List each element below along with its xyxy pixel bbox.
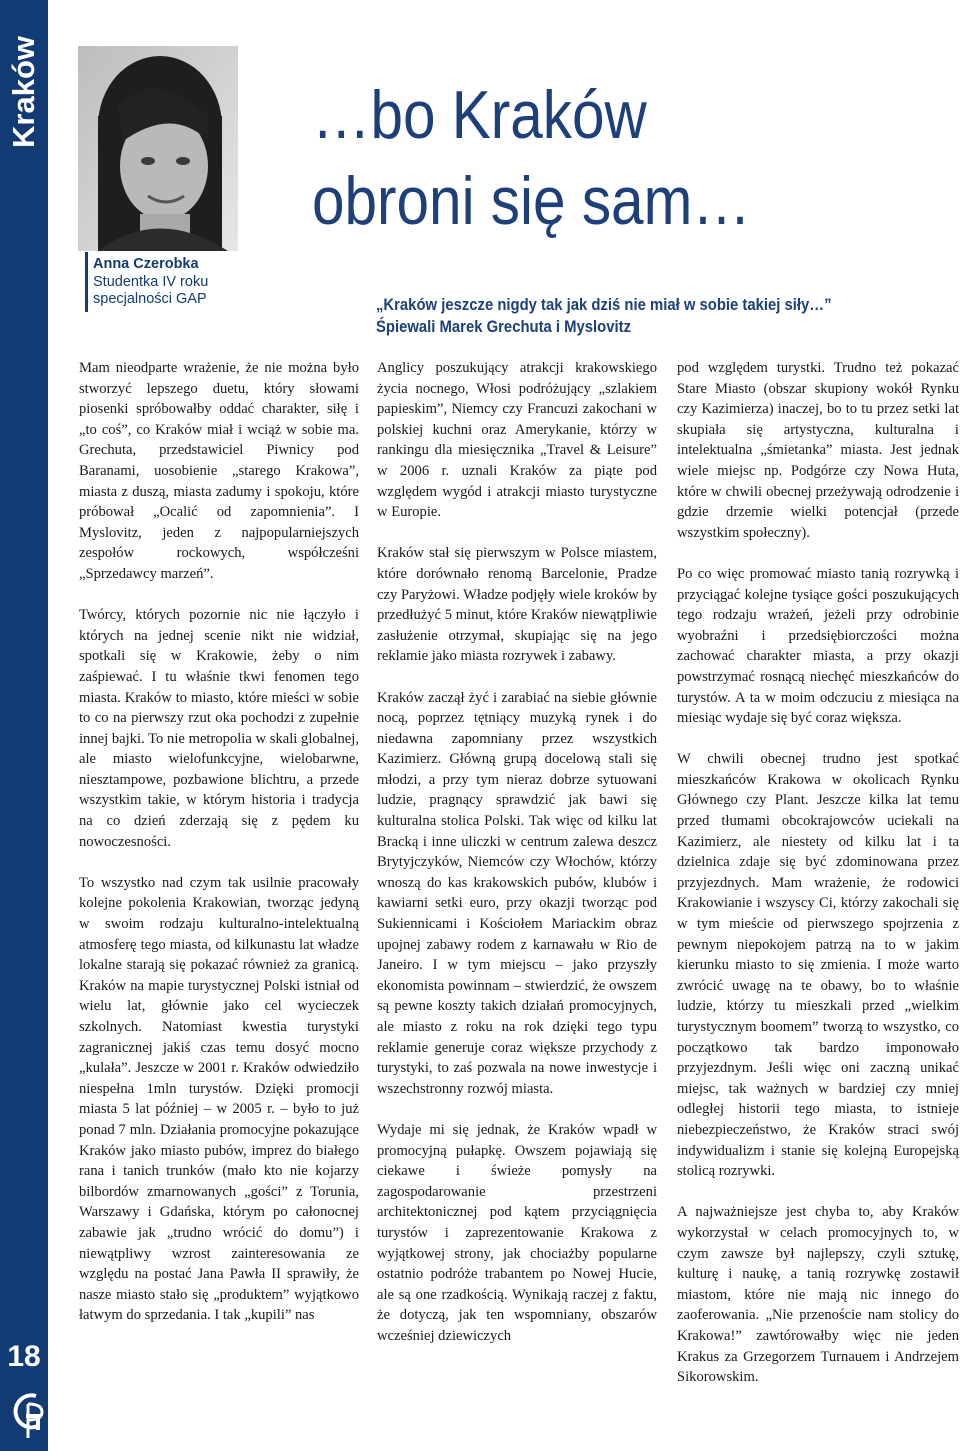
article-column-1 [79, 358, 359, 1347]
paragraph: Twórcy, których pozornie nic nie łączyło i których na jednej scenie nikt nie widział, spotkali się w Krakowie, żeby o nim zaśpiewać. I tu właśnie tkwi fenomen tego miasta. Kraków to miasto, które mieści w sobie to co na pierwszy rzut oka pochodzi z zupełnie innej bajki. To nie metropolia w skali globalnej, ale miasto wielofunkcyjne, wielobarwne, niesztampowe, pozbawione blichtru, a przede wszystkim takie, w którym historia i tradycja na co dzień zderzają się z pędem ku nowoczesności. [79, 607, 359, 850]
paragraph: Mam nieodparte wrażenie, że nie można było stworzyć lepszego duetu, który słowami piosenki spróbowałby oddać charakter, siłę i „to coś”, co Kraków miał i wciąż w sobie ma. Grechuta, przedstawiciel Piwnicy pod Baranami, uosobienie „starego Krakowa”, miasta z duszą, miasta zadumy i spokoju, które próbował „Ocalić od zapomnienia”. I Myslovitz, jeden z najpopularniejszych zespołów rockowych, współcześni „Sprzedawcy marzeń”. [79, 360, 359, 582]
paragraph: Wydaje mi się jednak, że Kraków wpadł w promocyjną pułapkę. Owszem pojawiają się ciekawe i świeże pomysły na zagospodarowanie przestrzeni architektonicznej pod kątem przyciągnięcia turystów i zaprezentowanie Krakowa z wyjątkowej strony, jak chociażby popularne ostatnio podróże trabantem po Nowej Hucie, ale są one rzadkością. Wynikają raczej z faktu, że dotyczą, jak ten wspomniany, obszarów wcześniej dziewiczych [377, 1121, 657, 1344]
article-title-line1: …bo Kraków [312, 77, 647, 153]
author-accent-bar [85, 252, 88, 312]
article-column-3 [677, 358, 959, 1408]
paragraph: pod względem turystki. Trudno też pokazać Stare Miasto (obszar skupiony wokół Rynku czy Kazimierza) inaczej, bo to tu przez setki lat skupiała się artystyczna, kulturalna i intelektualna „śmietanka” miasta. Jest jednak wiele miejsc np. Podgórze czy Nowa Huta, które w chwili obecnej przeżywają odrodzenie i gdzie drzemie wielki potencjał (przede wszystkim społeczny). [677, 360, 959, 541]
section-title-text: Kraków [6, 36, 41, 148]
paragraph: Kraków stał się pierwszym w Polsce miastem, które dorównało renomą Barcelonie, Pradze czy Paryżowi. Władze podjęły wiele kroków by przedłużyć 5 minut, które Kraków niewątpliwie zasłużenie otrzymał, skupiając się na jego reklamie jako miasta rozrywek i zabawy. [377, 545, 657, 665]
section-title [7, 12, 41, 172]
author-portrait [78, 46, 238, 251]
article-title [312, 72, 862, 244]
paragraph: W chwili obecnej trudno jest spotkać mieszkańców Krakowa w okolicach Rynku Głównego czy Plant. Jeszcze kilka lat temu przed tłumami obcokrajowców uciekali na Kazimierz, ale niestety od kilku lat i ta dzielnica zdaje się być zdominowana przez przyjezdnych. Mam wrażenie, że rodowici Krakowianie i wszyscy Ci, którzy zakochali się w tym mieście od pierwszego spojrzenia z pewnym niepokojem patrzą na to w jakim kierunku miasto to się zmienia. I może warto zwrócić uwagę na te obawy, bo to właśnie ludzie, którzy tu mieszkali przed „wielkim turystycznym boomem” tworzą to wszystko, co początkowo tak bardzo imponowało przyjezdnym. Jeśli więc oni zaczną unikać miejsc, tak ważnych w bardziej czy mniej odległej historii tego miasta, to istnieje niebezpieczeństwo, że Kraków straci swój indywidualizm i stanie się kolejną Europejską stolicą rozrywki. [677, 751, 959, 1180]
paragraph: A najważniejsze jest chyba to, aby Kraków wykorzystał w celach promocyjnych to, w czym zawsze był najlepszy, czyli sztukę, kulturę i naukę, a tanią rozrywkę zostawił miastom, które nie mają nic innego do zaoferowania. „Nie przenoście nam stolicy do Krakowa!” zawtórowałby więc nie jeden Krakus za Grzegorzem Turnauem i Andrzejem Sikorowskim. [677, 1204, 959, 1386]
article-subtitle-line1: „Kraków jeszcze nigdy tak jak dziś nie miał w sobie takiej siły…” [376, 296, 832, 314]
article-subtitle-line2: Śpiewali Marek Grechuta i Myslovitz [376, 318, 632, 336]
paragraph: To wszystko nad czym tak usilnie pracowały kolejne pokolenia Krakowian, tworząc jedyną w swoim rodzaju kulturalno-intelektualną atmosferę tego miasta, od kilkunastu lat władze lokalne starają się pokazać również za granicą. Kraków na mapie turystycznej Polski istniał od wielu lat, głównie jako cel wycieczek szkolnych. Natomiast kwestia turystyki zagranicznej jakiś czas temu dosyć mocno „kulała”. Jeszcze w 2001 r. Kraków odwiedziło niespełna 1mln turystów. Dzięki promocji miasta 5 lat później – w 2005 r. – było to już ponad 7 mln. Działania promocyjne pokazujące Kraków jako miasto pubów, imprez do białego rana i tanich trunków (mało kto nie kojarzy bilbordów zmarnowanych „gości” z Torunia, Warszawy i Gdańska, którym po całonocnej zabawie jak „trudno wrócić do domu”) i niewątpliwy wzrost zainteresowania ze względu na postać Jana Pawła II sprawiły, że nasze miasto stało się „produktem” wyjątkowo łatwym do sprzedania. I tak „kupili” nas [79, 874, 359, 1324]
author-photo [78, 46, 238, 251]
article-column-2 [377, 358, 657, 1367]
gap-logo [6, 1386, 46, 1442]
paragraph: Anglicy poszukujący atrakcji krakowskiego życia nocnego, Włosi podróżujący „szlakiem papieskim”, Niemcy czy Francuzi zakochani w polskiej kuchni oraz Amerykanie, którzy w rankingu dla miesięcznika „Travel & Leisure” w 2006 r. uznali Kraków za piąte pod względem wygód i atrakcji miasto turystyczne w Europie. [377, 360, 657, 521]
article-title-line2: obroni się sam… [312, 163, 751, 239]
author-name: Anna Czerobka [93, 256, 199, 272]
paragraph: Po co więc promować miasto tanią rozrywką i przyciągać kolejne tysiące gości poszukujących tego rodzaju wrażeń, jeżeli przy odrobinie wyobraźni i przedsiębiorczości można zachować charakter miasta, a przy okazji powstrzymać rosnącą niechęć mieszkańców do turystów. A ta w moim odczuciu z miesiąca na miesiąc wydaje się być coraz większa. [677, 565, 959, 727]
author-description: Studentka IV roku specjalności GAP [93, 274, 209, 307]
paragraph: Kraków zaczął żyć i zarabiać na siebie głównie nocą, poprzez tętniący muzyką rynek i do niedawna zapomniany przez wszystkich Kazimierz. Główną grupą docelową stali się młodzi, a przy tym nieraz dobrze sytuowani ludzie, pragnący sprawdzić jak bawi się kulturalna stolica Polski. Tak więc od kilku lat Bracką i inne uliczki w centrum zalewa deszcz Brytyjczyków, Niemców czy Włochów, którzy wnoszą do kas krakowskich pubów, klubów i kawiarni setki euro, przy okazji tworząc pod Sukiennicami i Kościołem Mariackim obraz upojnej zabawy rodem z karnawału w Rio de Janeiro. I w tym miejscu – jako przyszły ekonomista powinnam – stwierdzić, że owszem są pewne koszty takich działań promocyjnych, ale miasto z roku na rok dzięki tego typu reklamie generuje coraz większe przychody z turystyki, to zaś pozwala na nowe inwestycje i wszechstronny rozwój miasta. [377, 689, 657, 1097]
page-number: 18 [7, 1340, 41, 1373]
section-sidebar [0, 0, 48, 1451]
article-subtitle [376, 294, 916, 338]
